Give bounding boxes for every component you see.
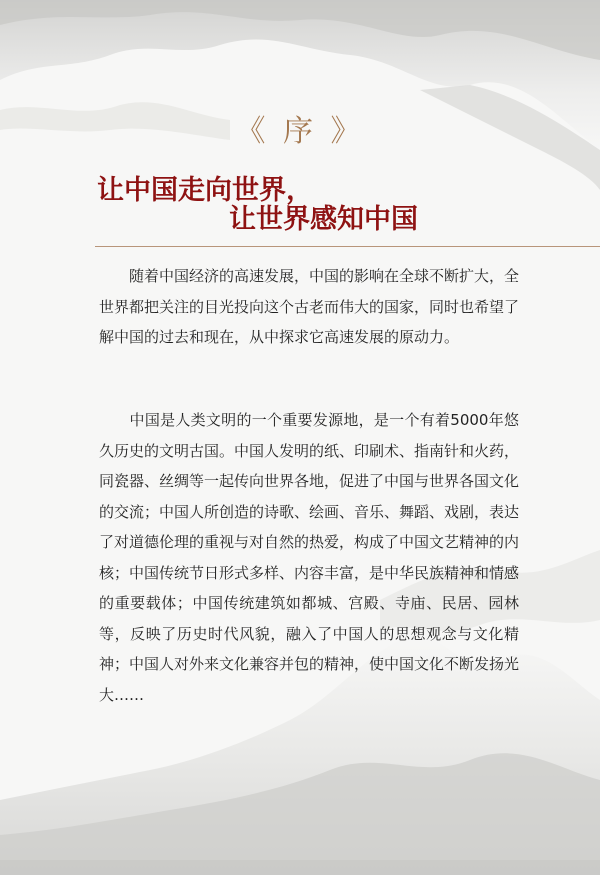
- section-heading: 《 序 》: [235, 114, 365, 149]
- body-paragraph: 随着中国经济的高速发展，中国的影响在全球不断扩大，全世界都把关注的目光投向这个古老而伟大的国家，同时也希望了解中国的过去和现在，从中探求它高速发展的原动力。: [99, 267, 520, 346]
- body-paragraph: 中国是人类文明的一个重要发源地，是一个有着5000年悠久历史的文明古国。中国人发明的纸、印刷术、指南针和火药，同瓷器、丝绸等一起传向世界各地，促进了中国与世界各国文化的交流；中国人所创造的诗歌、绘画、音乐、舞蹈、戏剧，表达了对道德伦理的重视与对自然的热爱，构成了中国文艺精神的内核；中国传统节日形式多样、内容丰富，是中华民族精神和情感的重要载体；中国传统建筑如都城、宫殿、寺庙、民居、园林等，反映了历史时代风貌，融入了中国人的思想观念与文化精神；中国人对外来文化兼容并包的精神，使中国文化不断发扬光大……: [99, 411, 520, 704]
- title-divider: [95, 246, 600, 247]
- title-line-2: 让世界感知中国: [229, 204, 418, 235]
- title-line-1: 让中国走向世界，: [97, 175, 313, 206]
